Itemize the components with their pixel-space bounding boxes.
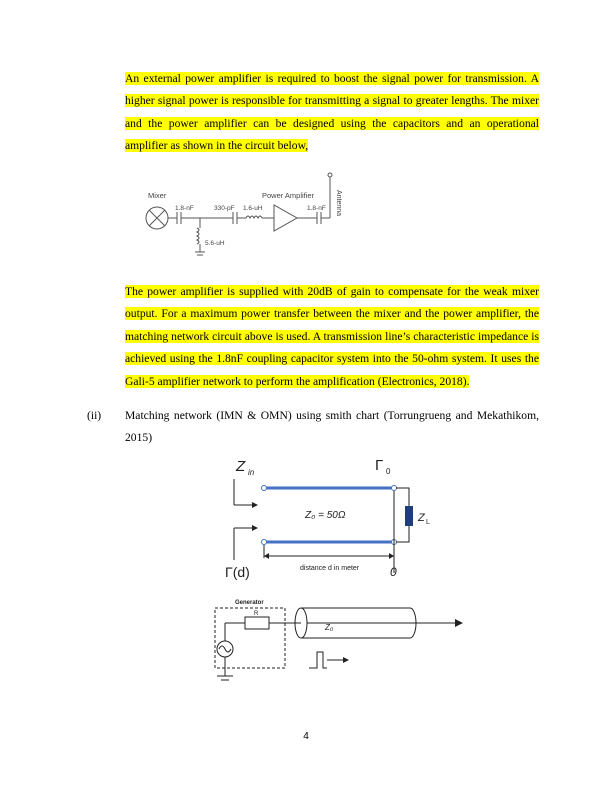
ind1-label: 1.6-uH xyxy=(243,205,263,212)
antenna-label: Antenna xyxy=(335,190,342,217)
zl-subscript: L xyxy=(426,519,430,526)
zl-symbol: Z xyxy=(418,512,425,524)
z0-coax-label: Z₀ xyxy=(325,623,334,632)
inductor-shunt xyxy=(197,228,199,244)
ind2-label: 5.6-uH xyxy=(205,240,225,247)
highlighted-text: The power amplifier is supplied with 20dB of gain to compensate for the weak mixer output. For a maximum power transfer between the mixer and the power amplifier, the matching network circuit above is used. A transmission line’s characteristic impedance is achieved using the 1.8nF coupling capacitor system into the 50-ohm system. It uses the Gali-5 amplifier network to perform the amplification (Electronics, 2018). xyxy=(125,285,539,388)
mixer-label: Mixer xyxy=(148,191,167,200)
item-number: (ii) xyxy=(87,409,102,422)
cap3-label: 1.8-nF xyxy=(307,205,326,212)
highlighted-text: An external power amplifier is required to boost the signal power for transmission. A higher signal power is responsible for transmitting a signal to greater lengths. The mixer and the power amplifier can be designed using the capacitors and an operational amplifier as shown in the circuit below, xyxy=(125,72,539,153)
transmission-line-diagram xyxy=(220,455,445,585)
zero-label: 0 xyxy=(390,565,397,579)
zin-subscript: in xyxy=(248,468,255,477)
item-text: Matching network (IMN & OMN) using smith chart (Torrungrueng and Mekathikom, 2015) xyxy=(125,409,539,445)
resistor xyxy=(245,617,269,629)
page-number: 4 xyxy=(303,731,309,742)
gamma-d-label: Γ(d) xyxy=(225,564,250,580)
antenna-symbol xyxy=(328,173,332,177)
amplifier-symbol xyxy=(274,205,297,231)
cap1-label: 1.8-nF xyxy=(175,205,194,212)
generator-title: Generator xyxy=(235,600,264,606)
z0-label: Z₀ = 50Ω xyxy=(305,510,346,521)
paragraph-power-amplifier xyxy=(125,68,539,158)
cap2-label: 330-pF xyxy=(214,205,235,212)
load-impedance xyxy=(405,506,413,526)
pa-label: Power Amplifier xyxy=(262,191,315,200)
resistor-label: R xyxy=(254,611,259,617)
gamma0-symbol: Γ xyxy=(375,457,384,474)
zin-symbol: Z xyxy=(236,458,246,475)
mixer-power-amplifier-circuit xyxy=(140,168,350,268)
inductor-series xyxy=(246,216,262,218)
gamma0-subscript: 0 xyxy=(386,467,391,476)
distance-label: distance d in meter xyxy=(300,565,360,572)
paragraph-gain xyxy=(125,281,539,393)
generator-circuit xyxy=(205,596,470,691)
